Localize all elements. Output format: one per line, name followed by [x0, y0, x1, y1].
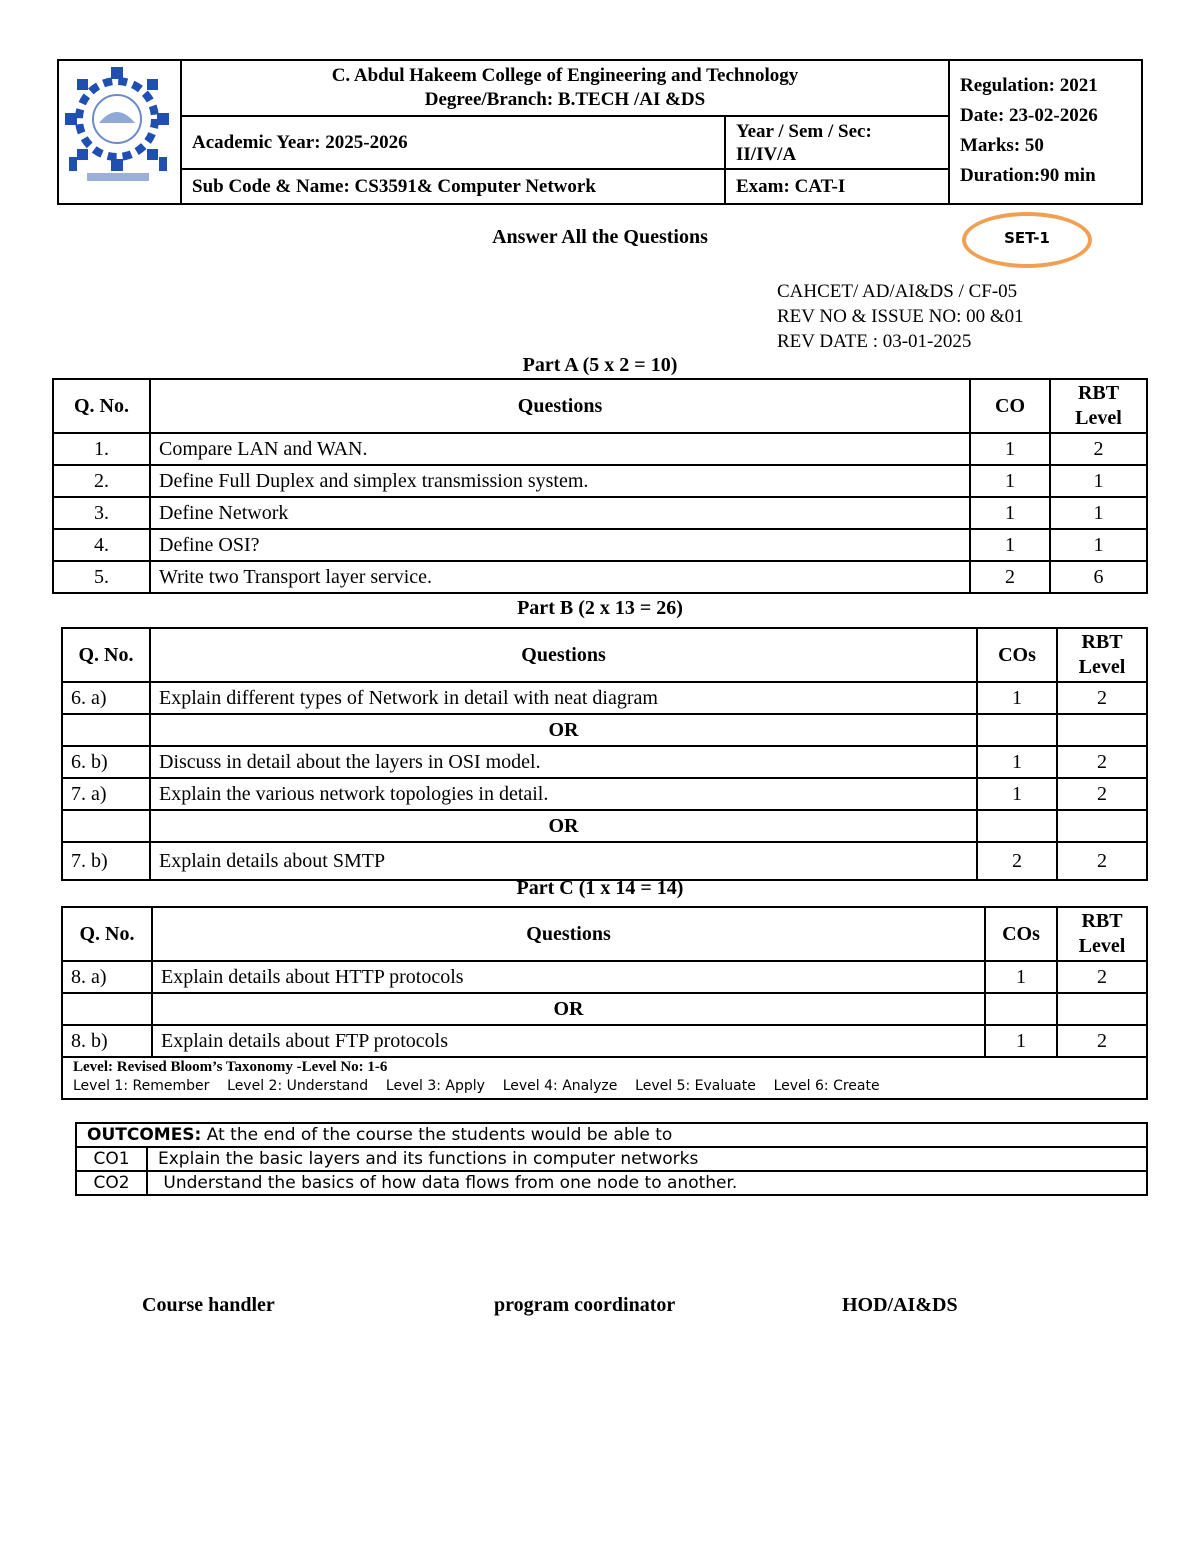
co-value: 1 — [977, 778, 1057, 810]
or-row — [62, 810, 1147, 842]
table-row — [62, 778, 1147, 810]
question-text: Discuss in detail about the layers in OSI model. — [150, 746, 977, 778]
co-header: COs — [985, 907, 1057, 961]
set-label: SET-1 — [1004, 229, 1050, 247]
logo-cell — [58, 60, 181, 204]
year-sem-sec-cell — [725, 116, 949, 169]
instruction: Answer All the Questions — [492, 226, 708, 248]
question-number: 5. — [53, 561, 150, 593]
duration: Duration:90 min — [960, 165, 1096, 186]
rbt-header-line2: Level — [1078, 935, 1126, 957]
outcome-code: CO1 — [76, 1147, 147, 1171]
co-value: 1 — [977, 746, 1057, 778]
rbt-value: 2 — [1057, 778, 1147, 810]
outcome-text: Understand the basics of how data flows from one node to another. — [147, 1171, 1147, 1195]
question-number: 8. a) — [62, 961, 152, 993]
question-text: Define OSI? — [150, 529, 970, 561]
outcomes-heading — [76, 1123, 1147, 1147]
rbt-value: 2 — [1050, 433, 1147, 465]
or-row — [62, 993, 1147, 1025]
rbt-header — [1057, 628, 1147, 682]
question-number: 1. — [53, 433, 150, 465]
rbt-value: 1 — [1050, 529, 1147, 561]
year-sem-sec-value: II/IV/A — [736, 143, 797, 165]
question-text: Explain details about HTTP protocols — [152, 961, 985, 993]
table-row — [62, 1025, 1147, 1057]
or-row — [62, 714, 1147, 746]
question-header: Questions — [152, 907, 985, 961]
question-number: 2. — [53, 465, 150, 497]
co-value: 1 — [977, 682, 1057, 714]
college-name: C. Abdul Hakeem College of Engineering and Technology — [331, 65, 799, 87]
rbt-header — [1050, 379, 1147, 433]
academic-year: Academic Year: 2025-2026 — [181, 116, 725, 169]
doc-ref-code: CAHCET/ AD/AI&DS / CF-05 — [777, 281, 1018, 302]
qno-header: Q. No. — [53, 379, 150, 433]
rbt-value: 2 — [1057, 746, 1147, 778]
doc-rev-no: REV NO & ISSUE NO: 00 &01 — [777, 306, 1024, 327]
co-value: 1 — [985, 1025, 1057, 1057]
co-value: 1 — [970, 529, 1050, 561]
co-header: CO — [970, 379, 1050, 433]
question-number: 6. b) — [62, 746, 150, 778]
co-value: 1 — [970, 497, 1050, 529]
question-text: Explain different types of Network in detail with neat diagram — [150, 682, 977, 714]
table-row — [53, 465, 1147, 497]
signature-course-handler: Course handler — [142, 1294, 275, 1316]
part-b-title: Part B (2 x 13 = 26) — [517, 597, 683, 619]
co-value: 1 — [970, 433, 1050, 465]
header-table — [57, 59, 1143, 205]
question-number: 3. — [53, 497, 150, 529]
qno-header: Q. No. — [62, 628, 150, 682]
table-row — [62, 746, 1147, 778]
rbt-value: 2 — [1057, 682, 1147, 714]
rbt-value: 2 — [1057, 1025, 1147, 1057]
subject: Sub Code & Name: CS3591& Computer Network — [181, 169, 725, 204]
outcomes-table — [75, 1122, 1148, 1196]
list-item — [76, 1171, 1147, 1195]
rbt-header-line2: Level — [1075, 407, 1122, 429]
bloom-legend-levels: Level 1: Remember Level 2: Understand Level 3: Apply Level 4: Analyze Level 5: Evaluate Level 6: Create — [73, 1078, 880, 1094]
table-row — [62, 961, 1147, 993]
question-text: Explain the various network topologies in detail. — [150, 778, 977, 810]
rbt-header-line1: RBT — [1077, 382, 1120, 404]
bloom-legend-row — [62, 1057, 1147, 1099]
or-label: OR — [150, 714, 977, 746]
question-header: Questions — [150, 379, 970, 433]
rbt-header-line2: Level — [1078, 656, 1126, 678]
co-value: 1 — [985, 961, 1057, 993]
college-logo-icon — [59, 61, 180, 197]
or-label: OR — [150, 810, 977, 842]
question-number: 6. a) — [62, 682, 150, 714]
rbt-value: 2 — [1057, 842, 1147, 880]
table-row — [53, 529, 1147, 561]
rbt-header-line1: RBT — [1081, 631, 1123, 653]
part-b-table — [61, 627, 1148, 881]
regulation: Regulation: 2021 — [960, 75, 1098, 96]
rbt-header — [1057, 907, 1147, 961]
co-header: COs — [977, 628, 1057, 682]
question-number: 7. b) — [62, 842, 150, 880]
table-row — [53, 433, 1147, 465]
part-a-table — [52, 378, 1148, 594]
question-text: Explain details about SMTP — [150, 842, 977, 880]
question-text: Define Full Duplex and simplex transmission system. — [150, 465, 970, 497]
question-text: Define Network — [150, 497, 970, 529]
question-text: Explain details about FTP protocols — [152, 1025, 985, 1057]
exam-date: Date: 23-02-2026 — [960, 105, 1098, 126]
question-header: Questions — [150, 628, 977, 682]
outcomes-heading-label: OUTCOMES: — [87, 1125, 202, 1145]
doc-rev-date: REV DATE : 03-01-2025 — [777, 331, 972, 352]
outcomes-heading-text: At the end of the course the students would be able to — [201, 1125, 673, 1145]
outcome-code: CO2 — [76, 1171, 147, 1195]
exam-meta-cell — [949, 60, 1142, 204]
co-value: 1 — [970, 465, 1050, 497]
co-value: 2 — [977, 842, 1057, 880]
co-value: 2 — [970, 561, 1050, 593]
college-title-cell — [181, 60, 949, 116]
list-item — [76, 1147, 1147, 1171]
outcome-text: Explain the basic layers and its functions in computer networks — [147, 1147, 1147, 1171]
rbt-value: 2 — [1057, 961, 1147, 993]
qno-header: Q. No. — [62, 907, 152, 961]
table-row — [53, 561, 1147, 593]
table-row — [62, 682, 1147, 714]
part-c-table — [61, 906, 1148, 1100]
signature-program-coordinator: program coordinator — [494, 1294, 676, 1316]
question-number: 7. a) — [62, 778, 150, 810]
rbt-header-line1: RBT — [1081, 910, 1123, 932]
bloom-legend-title: Level: Revised Bloom’s Taxonomy -Level No: 1-6 — [73, 1059, 388, 1075]
degree-branch: Degree/Branch: B.TECH /AI &DS — [424, 89, 706, 111]
or-label: OR — [152, 993, 985, 1025]
question-number: 4. — [53, 529, 150, 561]
rbt-value: 6 — [1050, 561, 1147, 593]
year-sem-sec-label: Year / Sem / Sec: — [736, 120, 872, 142]
table-row — [62, 842, 1147, 880]
exam-name: Exam: CAT-I — [725, 169, 949, 204]
part-c-title: Part C (1 x 14 = 14) — [516, 877, 684, 899]
bloom-legend — [62, 1057, 1147, 1099]
part-a-title: Part A (5 x 2 = 10) — [522, 354, 678, 376]
rbt-value: 1 — [1050, 465, 1147, 497]
table-row — [53, 497, 1147, 529]
doc-reference — [777, 279, 1024, 354]
signature-hod: HOD/AI&DS — [842, 1294, 958, 1316]
marks: Marks: 50 — [960, 135, 1044, 156]
question-text: Compare LAN and WAN. — [150, 433, 970, 465]
question-text: Write two Transport layer service. — [150, 561, 970, 593]
rbt-value: 1 — [1050, 497, 1147, 529]
question-number: 8. b) — [62, 1025, 152, 1057]
